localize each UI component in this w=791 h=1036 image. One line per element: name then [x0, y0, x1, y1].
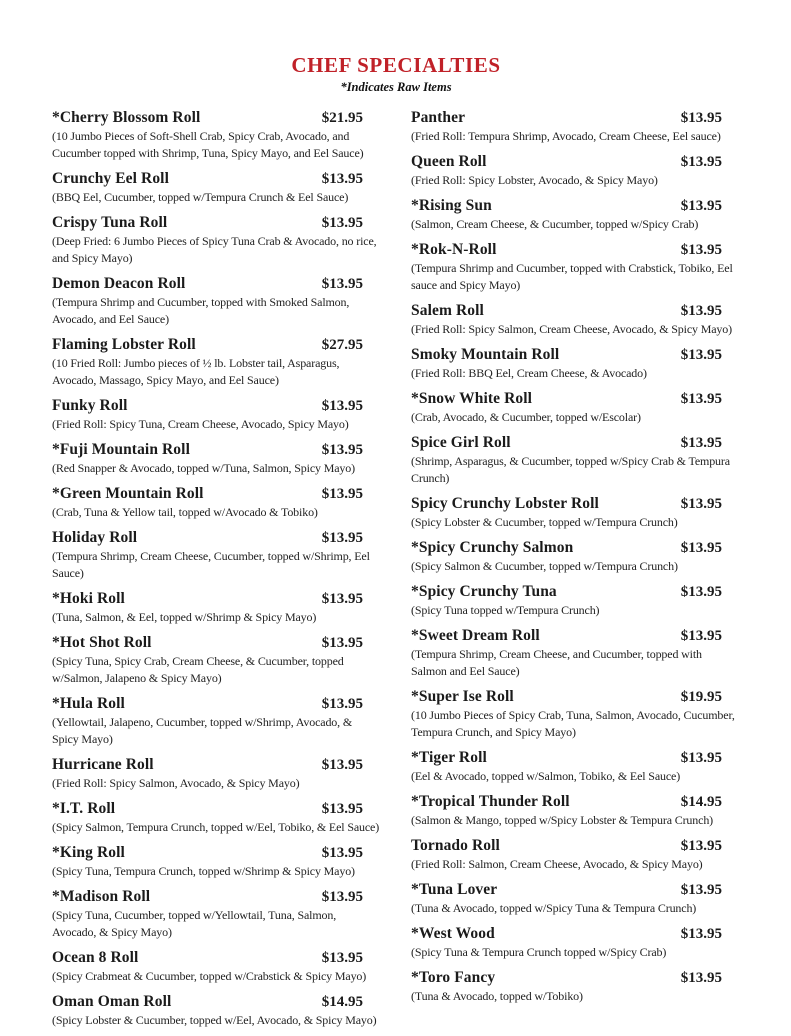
menu-item — [411, 240, 740, 294]
item-price: $13.95 — [680, 496, 722, 513]
item-description: (Spicy Crabmeat & Cucumber, topped w/Crabstick & Spicy Mayo) — [52, 969, 367, 984]
menu-item — [411, 196, 740, 233]
menu-item — [52, 948, 381, 985]
item-price: $13.95 — [321, 801, 363, 818]
menu-item — [52, 633, 381, 687]
item-description: (Salmon & Mango, topped w/Spicy Lobster & Tempura Crunch) — [411, 813, 714, 828]
item-name: Hurricane Roll — [52, 756, 154, 774]
menu-item-header — [52, 843, 381, 863]
item-name: *Tropical Thunder Roll — [411, 793, 570, 811]
menu-item — [52, 440, 381, 477]
menu-item — [411, 880, 740, 917]
menu-item — [52, 484, 381, 521]
item-name: *Cherry Blossom Roll — [52, 109, 201, 127]
menu-item — [52, 887, 381, 941]
item-description: (Tempura Shrimp, Cream Cheese, Cucumber, topped w/Shrimp, Eel Sauce) — [52, 549, 370, 581]
item-name: Crunchy Eel Roll — [52, 170, 169, 188]
menu-item-header — [52, 169, 381, 189]
item-price: $13.95 — [321, 486, 363, 503]
item-name: *West Wood — [411, 925, 495, 943]
item-name: *Super Ise Roll — [411, 688, 514, 706]
item-name: Salem Roll — [411, 302, 484, 320]
item-price: $14.95 — [321, 994, 363, 1011]
item-price: $13.95 — [321, 442, 363, 459]
menu-item-header — [52, 396, 381, 416]
item-description: (Tuna & Avocado, topped w/Spicy Tuna & Tempura Crunch) — [411, 901, 697, 916]
menu-item — [411, 389, 740, 426]
item-price: $13.95 — [680, 838, 722, 855]
item-description: (Spicy Salmon & Cucumber, topped w/Tempura Crunch) — [411, 559, 678, 574]
menu-item — [411, 301, 740, 338]
item-description: (Spicy Tuna topped w/Tempura Crunch) — [411, 603, 600, 618]
menu-item — [411, 626, 740, 680]
menu-item-header — [52, 213, 381, 233]
item-description: (Spicy Lobster & Cucumber, topped w/Eel, Avocado, & Spicy Mayo) — [52, 1013, 377, 1028]
item-name: Crispy Tuna Roll — [52, 214, 168, 232]
menu-item-header — [411, 345, 740, 365]
page-title: CHEF SPECIALTIES — [291, 53, 501, 77]
item-price: $13.95 — [680, 435, 722, 452]
item-description: (Crab, Tuna & Yellow tail, topped w/Avocado & Tobiko) — [52, 505, 318, 520]
item-description: (10 Fried Roll: Jumbo pieces of ½ lb. Lobster tail, Asparagus, Avocado, Massago, Spicy Mayo, and Eel Sauce) — [52, 356, 340, 388]
item-name: *Spicy Crunchy Salmon — [411, 539, 574, 557]
menu-item — [52, 755, 381, 792]
menu-item — [411, 687, 740, 741]
item-price: $13.95 — [680, 303, 722, 320]
menu-item-header — [52, 755, 381, 775]
item-description: (Tuna, Salmon, & Eel, topped w/Shrimp & Spicy Mayo) — [52, 610, 317, 625]
menu-item — [411, 748, 740, 785]
menu-item-header — [411, 538, 740, 558]
item-name: Spice Girl Roll — [411, 434, 511, 452]
menu-item-header — [411, 582, 740, 602]
item-name: Demon Deacon Roll — [52, 275, 186, 293]
menu-item-header — [411, 836, 740, 856]
item-price: $13.95 — [680, 926, 722, 943]
item-name: Spicy Crunchy Lobster Roll — [411, 495, 599, 513]
item-description: (Spicy Tuna, Cucumber, topped w/Yellowtail, Tuna, Salmon, Avocado, & Spicy Mayo) — [52, 908, 337, 940]
menu-item-header — [52, 528, 381, 548]
item-price: $13.95 — [680, 242, 722, 259]
item-price: $13.95 — [321, 530, 363, 547]
item-description: (Fried Roll: Spicy Lobster, Avocado, & Spicy Mayo) — [411, 173, 658, 188]
item-price: $13.95 — [680, 750, 722, 767]
menu-item-header — [411, 968, 740, 988]
menu-item — [52, 694, 381, 748]
item-price: $13.95 — [321, 845, 363, 862]
item-description: (Deep Fried: 6 Jumbo Pieces of Spicy Tuna Crab & Avocado, no rice, and Spicy Mayo) — [52, 234, 377, 266]
item-name: Oman Oman Roll — [52, 993, 172, 1011]
item-name: Panther — [411, 109, 466, 127]
menu-item-header — [411, 108, 740, 128]
menu-item-header — [52, 694, 381, 714]
item-price: $13.95 — [321, 696, 363, 713]
item-price: $13.95 — [321, 276, 363, 293]
menu-item-header — [411, 433, 740, 453]
menu-item — [52, 169, 381, 206]
menu-columns — [52, 108, 740, 1036]
menu-item-header — [411, 301, 740, 321]
item-price: $19.95 — [680, 689, 722, 706]
item-description: (Fried Roll: Spicy Tuna, Cream Cheese, Avocado, Spicy Mayo) — [52, 417, 349, 432]
menu-column-right — [411, 108, 740, 1036]
menu-item-header — [411, 626, 740, 646]
item-name: *Rok-N-Roll — [411, 241, 497, 259]
menu-item-header — [52, 799, 381, 819]
menu-item — [52, 528, 381, 582]
menu-item-header — [52, 992, 381, 1012]
item-description: (Tempura Shrimp and Cucumber, topped with Crabstick, Tobiko, Eel sauce and Spicy Mayo) — [411, 261, 733, 293]
item-name: *Hoki Roll — [52, 590, 125, 608]
item-price: $27.95 — [321, 337, 363, 354]
item-name: *Tuna Lover — [411, 881, 498, 899]
raw-items-note: *Indicates Raw Items — [340, 80, 452, 95]
item-name: *Sweet Dream Roll — [411, 627, 540, 645]
item-name: *Fuji Mountain Roll — [52, 441, 190, 459]
header — [52, 54, 740, 95]
menu-item — [411, 968, 740, 1005]
menu-item — [411, 836, 740, 873]
menu-item — [52, 108, 381, 162]
menu-item-header — [411, 748, 740, 768]
menu-item — [411, 924, 740, 961]
item-name: *Snow White Roll — [411, 390, 533, 408]
menu-item — [52, 335, 381, 389]
item-price: $21.95 — [321, 110, 363, 127]
item-name: Smoky Mountain Roll — [411, 346, 560, 364]
item-name: *Madison Roll — [52, 888, 151, 906]
item-price: $13.95 — [680, 110, 722, 127]
item-price: $13.95 — [321, 889, 363, 906]
item-description: (Tuna & Avocado, topped w/Tobiko) — [411, 989, 583, 1004]
item-description: (Spicy Lobster & Cucumber, topped w/Tempura Crunch) — [411, 515, 678, 530]
menu-item-header — [52, 948, 381, 968]
menu-item — [52, 843, 381, 880]
menu-item-header — [411, 880, 740, 900]
menu-item — [411, 582, 740, 619]
menu-item-header — [52, 108, 381, 128]
item-description: (Fried Roll: Spicy Salmon, Avocado, & Spicy Mayo) — [52, 776, 300, 791]
menu-item — [411, 792, 740, 829]
item-name: *Spicy Crunchy Tuna — [411, 583, 557, 601]
item-description: (Spicy Tuna, Spicy Crab, Cream Cheese, & Cucumber, topped w/Salmon, Jalapeno & Spicy Mayo) — [52, 654, 344, 686]
menu-item-header — [411, 389, 740, 409]
item-price: $13.95 — [321, 635, 363, 652]
menu-item-header — [411, 152, 740, 172]
item-name: Holiday Roll — [52, 529, 138, 547]
menu-item — [411, 494, 740, 531]
menu-item — [52, 213, 381, 267]
menu-item — [411, 345, 740, 382]
item-description: (Red Snapper & Avocado, topped w/Tuna, Salmon, Spicy Mayo) — [52, 461, 355, 476]
menu-item-header — [52, 887, 381, 907]
menu-item-header — [411, 687, 740, 707]
item-description: (10 Jumbo Pieces of Soft-Shell Crab, Spicy Crab, Avocado, and Cucumber topped with Shrimp, Tuna, Spicy Mayo, and Eel Sauce) — [52, 129, 364, 161]
item-name: *Toro Fancy — [411, 969, 496, 987]
item-name: Funky Roll — [52, 397, 128, 415]
item-price: $13.95 — [680, 540, 722, 557]
menu-item-header — [52, 274, 381, 294]
item-description: (Fried Roll: Spicy Salmon, Cream Cheese, Avocado, & Spicy Mayo) — [411, 322, 732, 337]
item-price: $13.95 — [321, 215, 363, 232]
menu-item-header — [52, 633, 381, 653]
item-description: (Spicy Tuna, Tempura Crunch, topped w/Shrimp & Spicy Mayo) — [52, 864, 355, 879]
item-name: *Hot Shot Roll — [52, 634, 152, 652]
item-price: $14.95 — [680, 794, 722, 811]
item-price: $13.95 — [680, 391, 722, 408]
item-name: Ocean 8 Roll — [52, 949, 139, 967]
item-price: $13.95 — [680, 882, 722, 899]
item-description: (Salmon, Cream Cheese, & Cucumber, topped w/Spicy Crab) — [411, 217, 699, 232]
item-description: (10 Jumbo Pieces of Spicy Crab, Tuna, Salmon, Avocado, Cucumber, Tempura Crunch, and Spicy Mayo) — [411, 708, 735, 740]
item-price: $13.95 — [321, 757, 363, 774]
item-name: *Tiger Roll — [411, 749, 487, 767]
menu-item — [52, 589, 381, 626]
item-description: (Yellowtail, Jalapeno, Cucumber, topped w/Shrimp, Avocado, & Spicy Mayo) — [52, 715, 353, 747]
item-description: (Tempura Shrimp and Cucumber, topped with Smoked Salmon, Avocado, and Eel Sauce) — [52, 295, 350, 327]
item-price: $13.95 — [321, 591, 363, 608]
item-name: *King Roll — [52, 844, 125, 862]
item-price: $13.95 — [680, 584, 722, 601]
menu-item-header — [52, 589, 381, 609]
item-description: (Tempura Shrimp, Cream Cheese, and Cucumber, topped with Salmon and Eel Sauce) — [411, 647, 702, 679]
menu-item — [411, 152, 740, 189]
menu-item — [52, 799, 381, 836]
menu-item-header — [411, 792, 740, 812]
item-name: Tornado Roll — [411, 837, 500, 855]
item-description: (BBQ Eel, Cucumber, topped w/Tempura Crunch & Eel Sauce) — [52, 190, 349, 205]
item-price: $13.95 — [680, 347, 722, 364]
item-price: $13.95 — [321, 398, 363, 415]
item-name: *Rising Sun — [411, 197, 492, 215]
item-description: (Shrimp, Asparagus, & Cucumber, topped w/Spicy Crab & Tempura Crunch) — [411, 454, 730, 486]
menu-item — [52, 396, 381, 433]
menu-item-header — [411, 494, 740, 514]
item-price: $13.95 — [680, 198, 722, 215]
item-price: $13.95 — [321, 171, 363, 188]
menu-item — [411, 433, 740, 487]
menu-item-header — [411, 196, 740, 216]
item-description: (Spicy Salmon, Tempura Crunch, topped w/Eel, Tobiko, & Eel Sauce) — [52, 820, 380, 835]
menu-item — [52, 274, 381, 328]
menu-item — [411, 108, 740, 145]
menu-item-header — [411, 240, 740, 260]
item-name: *Hula Roll — [52, 695, 125, 713]
menu-item — [411, 538, 740, 575]
item-description: (Crab, Avocado, & Cucumber, topped w/Escolar) — [411, 410, 641, 425]
menu-column-left — [52, 108, 381, 1036]
item-name: *Green Mountain Roll — [52, 485, 204, 503]
item-name: *I.T. Roll — [52, 800, 116, 818]
item-name: Flaming Lobster Roll — [52, 336, 196, 354]
menu-item-header — [52, 440, 381, 460]
item-name: Queen Roll — [411, 153, 487, 171]
item-description: (Fried Roll: Salmon, Cream Cheese, Avocado, & Spicy Mayo) — [411, 857, 703, 872]
item-description: (Fried Roll: Tempura Shrimp, Avocado, Cream Cheese, Eel sauce) — [411, 129, 721, 144]
menu-item-header — [52, 484, 381, 504]
item-description: (Spicy Tuna & Tempura Crunch topped w/Spicy Crab) — [411, 945, 667, 960]
item-price: $13.95 — [321, 950, 363, 967]
menu-item-header — [52, 335, 381, 355]
item-price: $13.95 — [680, 154, 722, 171]
menu-item-header — [411, 924, 740, 944]
item-price: $13.95 — [680, 970, 722, 987]
item-description: (Eel & Avocado, topped w/Salmon, Tobiko, & Eel Sauce) — [411, 769, 681, 784]
item-price: $13.95 — [680, 628, 722, 645]
item-description: (Fried Roll: BBQ Eel, Cream Cheese, & Avocado) — [411, 366, 647, 381]
